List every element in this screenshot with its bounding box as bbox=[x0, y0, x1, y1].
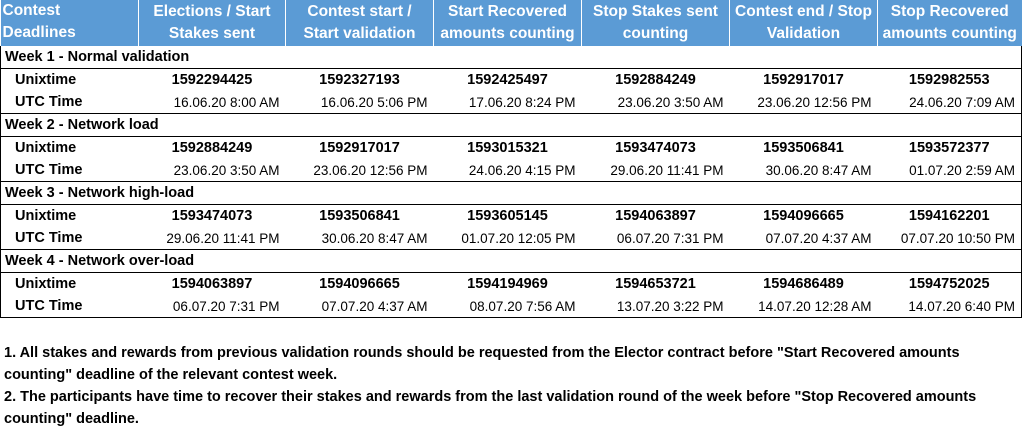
utc-time-cell: 13.07.20 3:22 PM bbox=[582, 295, 730, 318]
unixtime-cell: 1594653721 bbox=[615, 276, 696, 292]
unixtime-cell: 1594686489 bbox=[763, 276, 844, 292]
unixtime-cell: 1593572377 bbox=[908, 140, 990, 156]
unixtime-row bbox=[1, 137, 1022, 160]
unixtime-label: Unixtime bbox=[15, 276, 77, 292]
utc-time-cell: 23.06.20 12:56 PM bbox=[730, 91, 878, 114]
unixtime-cell: 1592327193 bbox=[319, 72, 400, 88]
unixtime-row bbox=[1, 69, 1022, 92]
unixtime-cell: 1592294425 bbox=[171, 72, 253, 88]
unixtime-cell: 1592917017 bbox=[763, 72, 844, 88]
utc-time-label: UTC Time bbox=[1, 91, 139, 114]
unixtime-cell: 1593605145 bbox=[467, 208, 548, 224]
utc-time-cell: 08.07.20 7:56 AM bbox=[434, 295, 582, 318]
unixtime-cell: 1594194969 bbox=[467, 276, 548, 292]
footnote-1: 1. All stakes and rewards from previous validation rounds should be requested from the Elector contract before "Start Recovered amounts counting" deadline of the relevant contest week. bbox=[4, 345, 960, 383]
unixtime-cell: 1594063897 bbox=[171, 276, 253, 292]
header-cell-stop-stakes: Stop Stakes sent counting bbox=[582, 0, 730, 46]
week-title: Week 1 - Normal validation bbox=[1, 46, 1022, 69]
unixtime-cell: 1594063897 bbox=[615, 208, 696, 224]
header-cell-contest-end: Contest end / Stop Validation bbox=[730, 0, 878, 46]
utc-time-cell: 29.06.20 11:41 PM bbox=[582, 159, 730, 182]
week-title: Week 3 - Network high-load bbox=[1, 182, 1022, 205]
utc-time-cell: 16.06.20 8:00 AM bbox=[139, 91, 286, 114]
utc-time-cell: 01.07.20 2:59 AM bbox=[878, 159, 1022, 182]
week-title: Week 2 - Network load bbox=[1, 114, 1022, 137]
utc-time-cell: 14.07.20 12:28 AM bbox=[730, 295, 878, 318]
unixtime-cell: 1593015321 bbox=[467, 140, 548, 156]
utc-time-cell: 23.06.20 12:56 PM bbox=[286, 159, 434, 182]
utc-time-label: UTC Time bbox=[1, 295, 139, 318]
week-row bbox=[1, 46, 1022, 69]
unixtime-cell: 1593474073 bbox=[615, 140, 696, 156]
unixtime-cell: 1592917017 bbox=[319, 140, 400, 156]
unixtime-cell: 1594096665 bbox=[763, 208, 844, 224]
unixtime-cell: 1594752025 bbox=[908, 276, 990, 292]
utc-time-row bbox=[1, 91, 1022, 114]
unixtime-cell: 1592982553 bbox=[908, 72, 990, 88]
footnotes bbox=[4, 342, 1019, 430]
footnote-2: 2. The participants have time to recover their stakes and rewards from the last validation round of the week before "Stop Recovered amounts counting" deadline. bbox=[4, 389, 977, 427]
utc-time-cell: 30.06.20 8:47 AM bbox=[286, 227, 434, 250]
unixtime-row bbox=[1, 205, 1022, 228]
utc-time-cell: 30.06.20 8:47 AM bbox=[730, 159, 878, 182]
utc-time-cell: 24.06.20 7:09 AM bbox=[878, 91, 1022, 114]
utc-time-label: UTC Time bbox=[1, 227, 139, 250]
header-row bbox=[1, 0, 1022, 46]
week-row bbox=[1, 250, 1022, 273]
week-title: Week 4 - Network over-load bbox=[1, 250, 1022, 273]
unixtime-label: Unixtime bbox=[15, 208, 77, 224]
unixtime-cell: 1592425497 bbox=[467, 72, 548, 88]
unixtime-cell: 1593506841 bbox=[763, 140, 844, 156]
unixtime-label: Unixtime bbox=[15, 72, 77, 88]
unixtime-cell: 1592884249 bbox=[615, 72, 696, 88]
utc-time-cell: 06.07.20 7:31 PM bbox=[582, 227, 730, 250]
week-row bbox=[1, 114, 1022, 137]
week-row bbox=[1, 182, 1022, 205]
utc-time-cell: 14.07.20 6:40 PM bbox=[878, 295, 1022, 318]
utc-time-cell: 01.07.20 12:05 PM bbox=[434, 227, 582, 250]
utc-time-cell: 23.06.20 3:50 AM bbox=[582, 91, 730, 114]
utc-time-cell: 23.06.20 3:50 AM bbox=[139, 159, 286, 182]
unixtime-cell: 1594096665 bbox=[319, 276, 400, 292]
utc-time-row bbox=[1, 295, 1022, 318]
utc-time-label: UTC Time bbox=[1, 159, 139, 182]
utc-time-cell: 06.07.20 7:31 PM bbox=[139, 295, 286, 318]
unixtime-label: Unixtime bbox=[15, 140, 77, 156]
unixtime-cell: 1593474073 bbox=[171, 208, 253, 224]
unixtime-cell: 1592884249 bbox=[171, 140, 253, 156]
utc-time-row bbox=[1, 227, 1022, 250]
header-cell-stop-recovered: Stop Recovered amounts counting bbox=[878, 0, 1022, 46]
header-cell-contest-start: Contest start / Start validation bbox=[286, 0, 434, 46]
utc-time-cell: 07.07.20 4:37 AM bbox=[286, 295, 434, 318]
utc-time-cell: 17.06.20 8:24 PM bbox=[434, 91, 582, 114]
utc-time-cell: 24.06.20 4:15 PM bbox=[434, 159, 582, 182]
utc-time-cell: 07.07.20 10:50 PM bbox=[878, 227, 1022, 250]
utc-time-cell: 16.06.20 5:06 PM bbox=[286, 91, 434, 114]
header-cell-contest-deadlines: Contest Deadlines bbox=[1, 0, 139, 46]
utc-time-cell: 07.07.20 4:37 AM bbox=[730, 227, 878, 250]
utc-time-cell: 29.06.20 11:41 PM bbox=[139, 227, 286, 250]
utc-time-row bbox=[1, 159, 1022, 182]
unixtime-cell: 1594162201 bbox=[908, 208, 990, 224]
header-cell-start-recovered: Start Recovered amounts counting bbox=[434, 0, 582, 46]
unixtime-row bbox=[1, 273, 1022, 296]
unixtime-cell: 1593506841 bbox=[319, 208, 400, 224]
header-cell-elections-start-stakes: Elections / Start Stakes sent bbox=[139, 0, 286, 46]
